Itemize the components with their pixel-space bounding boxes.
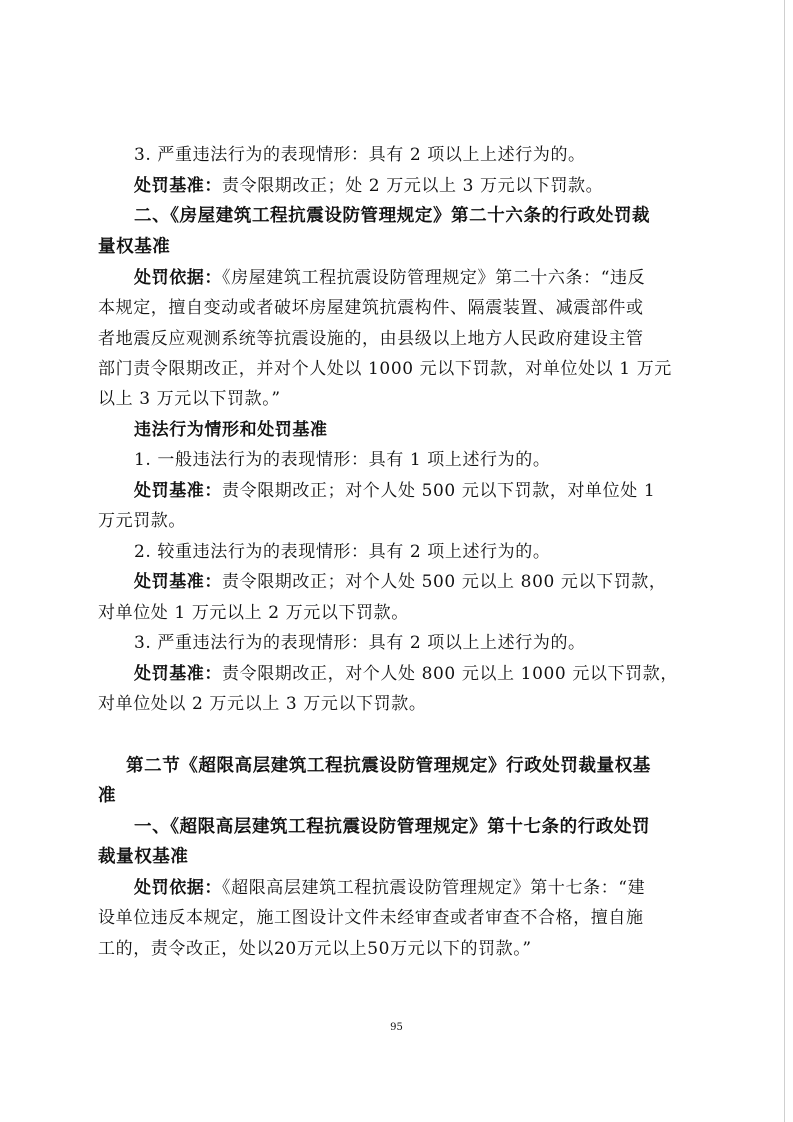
line-lead: 处罚基准： xyxy=(134,572,222,592)
section-heading-cont xyxy=(98,236,170,258)
section-heading-cont xyxy=(98,846,189,868)
text-line xyxy=(98,907,644,929)
line-lead: 处罚依据： xyxy=(134,878,222,898)
line-text: 1. 一般违法行为的表现情形：具有 1 项上述行为的。 xyxy=(134,450,551,470)
text-line xyxy=(98,297,644,319)
text-line xyxy=(134,541,550,563)
line-lead: 处罚基准： xyxy=(134,176,222,196)
chapter-section-heading xyxy=(126,755,651,777)
line-text: 3. 严重违法行为的表现情形：具有 2 项以上上述行为的。 xyxy=(134,633,586,653)
text-line xyxy=(134,663,678,685)
section-heading xyxy=(134,816,650,838)
line-text: 万元罚款。 xyxy=(98,511,186,531)
heading-text: 一、《超限高层建筑工程抗震设防管理规定》第十七条的行政处罚 xyxy=(134,817,651,837)
line-lead: 处罚基准： xyxy=(134,664,222,684)
heading-text: 准 xyxy=(98,786,117,806)
heading-text: 违法行为情形和处罚基准 xyxy=(134,420,328,440)
text-line xyxy=(134,480,655,502)
line-text: 以上 3 万元以下罚款。” xyxy=(98,389,281,409)
text-line xyxy=(134,144,586,166)
line-text: 对单位处以 2 万元以上 3 万元以下罚款。 xyxy=(98,694,427,714)
line-text: 对单位处 1 万元以上 2 万元以下罚款。 xyxy=(98,603,409,623)
heading-text: 二、《房屋建筑工程抗震设防管理规定》第二十六条的行政处罚裁 xyxy=(134,206,651,226)
heading-text: 量权基准 xyxy=(98,237,171,257)
line-text: 《房屋建筑工程抗震设防管理规定》第二十六条：“违反 xyxy=(222,268,646,288)
scan-edge-line xyxy=(784,0,785,1122)
subsection-heading xyxy=(134,419,328,441)
page-number: 95 xyxy=(390,1022,403,1033)
line-text: 责令限期改正，对个人处 800 元以上 1000 元以下罚款， xyxy=(222,664,678,684)
line-text: 本规定，擅自变动或者破坏房屋建筑抗震构件、隔震装置、减震部件或 xyxy=(98,298,644,318)
text-line xyxy=(134,267,645,289)
text-line xyxy=(134,632,586,654)
line-text: 责令限期改正；处 2 万元以上 3 万元以下罚款。 xyxy=(222,176,604,196)
text-line xyxy=(98,358,672,380)
line-text: 《超限高层建筑工程抗震设防管理规定》第十七条：“建 xyxy=(222,878,646,898)
line-lead: 处罚基准： xyxy=(134,481,222,501)
section-heading xyxy=(134,205,650,227)
line-text: 部门责令限期改正，并对个人处以 1000 元以下罚款，对单位处以 1 万元 xyxy=(98,359,672,379)
text-line xyxy=(98,693,426,715)
line-text: 设单位违反本规定，施工图设计文件未经审查或者审查不合格，擅自施 xyxy=(98,908,644,928)
heading-text: 第二节《超限高层建筑工程抗震设防管理规定》行政处罚裁量权基 xyxy=(126,756,651,776)
text-line xyxy=(134,571,667,593)
line-text: 责令限期改正；对个人处 500 元以下罚款，对单位处 1 xyxy=(222,481,656,501)
line-text: 工的，责令改正，处以20万元以上50万元以下的罚款。” xyxy=(98,939,532,959)
line-text: 者地震反应观测系统等抗震设施的，由县级以上地方人民政府建设主管 xyxy=(98,329,644,349)
heading-text: 裁量权基准 xyxy=(98,847,189,867)
text-line xyxy=(98,602,409,624)
line-lead: 处罚依据： xyxy=(134,268,222,288)
line-text: 责令限期改正；对个人处 500 元以上 800 元以下罚款， xyxy=(222,572,667,592)
line-text: 3. 严重违法行为的表现情形：具有 2 项以上上述行为的。 xyxy=(134,145,586,165)
text-line xyxy=(134,175,603,197)
text-line xyxy=(98,328,644,350)
text-line xyxy=(134,877,645,899)
text-line xyxy=(98,388,281,410)
text-line xyxy=(134,449,550,471)
text-line xyxy=(98,510,186,532)
chapter-section-heading-cont xyxy=(98,785,116,807)
line-text: 2. 较重违法行为的表现情形：具有 2 项上述行为的。 xyxy=(134,542,551,562)
text-line xyxy=(98,938,532,960)
